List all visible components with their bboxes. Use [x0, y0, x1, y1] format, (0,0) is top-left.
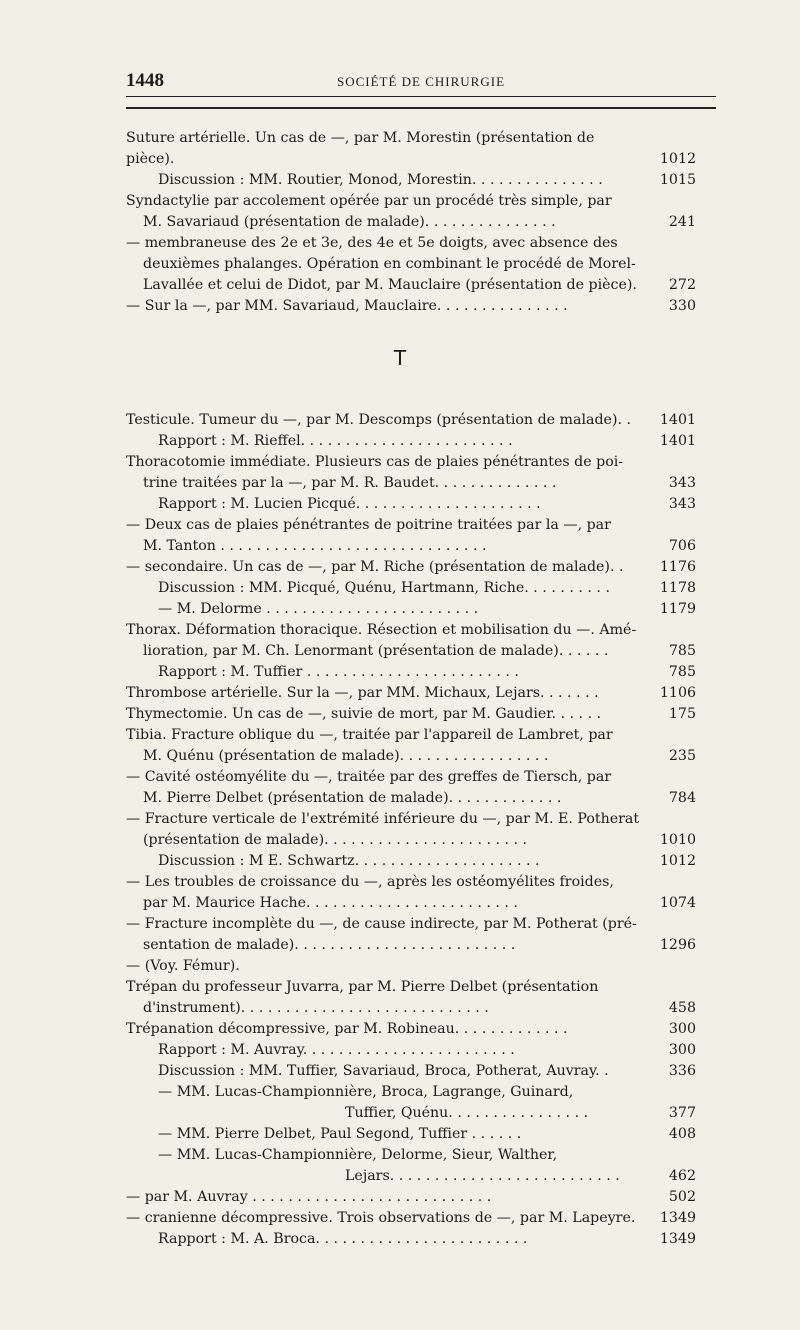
index-entry: [126, 557, 696, 578]
entry-line: sentation de malade). . . . . . . . . . . . . . . . . . . . . . . . .: [143, 937, 516, 953]
entry-page-number: 1401: [659, 412, 696, 428]
index-section-t: [126, 410, 696, 1250]
entry-line: M. Quénu (présentation de malade). . . . . . . . . . . . . . . . .: [143, 748, 549, 764]
index-entry: [126, 1061, 696, 1082]
entry-line: — Deux cas de plaies pénétrantes de poitrine traitées par la —, par: [126, 517, 611, 533]
entry-line: Thrombose artérielle. Sur la —, par MM. Michaux, Lejars. . . . . . .: [126, 685, 599, 701]
page-header: [126, 70, 716, 97]
entry-page-number: 462: [668, 1168, 696, 1184]
entry-line: Rapport : M. A. Broca. . . . . . . . . . . . . . . . . . . . . . . .: [158, 1231, 528, 1247]
entry-line: deuxièmes phalanges. Opération en combinant le procédé de Morel-: [143, 256, 636, 272]
entry-page-number: 784: [668, 790, 696, 806]
entry-page-number: 1179: [659, 601, 696, 617]
entry-line: (présentation de malade). . . . . . . . . . . . . . . . . . . . . . .: [143, 832, 528, 848]
entry-page-number: 1178: [659, 580, 696, 596]
entry-page-number: 300: [668, 1042, 696, 1058]
running-head: SOCIÉTÉ DE CHIRURGIE: [336, 74, 506, 89]
entry-line: Testicule. Tumeur du —, par M. Descomps (présentation de malade). .: [126, 412, 632, 428]
entry-page-number: 785: [668, 664, 696, 680]
index-entry: [126, 914, 696, 956]
entry-page-number: 377: [668, 1105, 696, 1121]
index-entry: [126, 956, 696, 977]
index-section-s: [126, 128, 696, 317]
entry-line: Rapport : M. Rieffel. . . . . . . . . . . . . . . . . . . . . . . .: [158, 433, 513, 449]
entry-page-number: 1106: [659, 685, 696, 701]
entry-page-number: 502: [668, 1189, 696, 1205]
entry-line: — Cavité ostéomyélite du —, traitée par des greffes de Tiersch, par: [126, 769, 612, 785]
entry-line: Trépanation décompressive, par M. Robineau. . . . . . . . . . . . .: [126, 1021, 568, 1037]
entry-page-number: 458: [668, 1000, 696, 1016]
entry-line: Discussion : MM. Tuffier, Savariaud, Broca, Potherat, Auvray. .: [158, 1063, 609, 1079]
entry-page-number: 1349: [659, 1210, 696, 1226]
entry-line: lioration, par M. Ch. Lenormant (présentation de malade). . . . . .: [143, 643, 609, 659]
index-entry: [126, 704, 696, 725]
entry-line: Discussion : M E. Schwartz. . . . . . . . . . . . . . . . . . . . .: [158, 853, 540, 869]
entry-page-number: 1176: [659, 559, 696, 575]
index-entry: [126, 515, 696, 557]
entry-line: Suture artérielle. Un cas de —, par M. Morestin (présentation de pièce).: [126, 130, 595, 167]
index-entry: [126, 452, 696, 494]
entry-page-number: 408: [668, 1126, 696, 1142]
section-letter: T: [393, 346, 407, 370]
entry-line: — membraneuse des 2e et 3e, des 4e et 5e doigts, avec absence des: [126, 235, 618, 251]
entry-page-number: 1296: [659, 937, 696, 953]
index-entry: [126, 872, 696, 914]
entry-line: Lavallée et celui de Didot, par M. Mauclaire (présentation de pièce).: [143, 277, 637, 293]
entry-line: — MM. Pierre Delbet, Paul Segond, Tuffier . . . . . .: [158, 1126, 522, 1142]
entry-page-number: 1401: [659, 433, 696, 449]
entry-line: Trépan du professeur Juvarra, par M. Pierre Delbet (présentation: [126, 979, 599, 995]
header-rule: [126, 107, 716, 109]
index-entry: [126, 431, 696, 452]
entry-line: Thoracotomie immédiate. Plusieurs cas de plaies pénétrantes de poi-: [126, 454, 624, 470]
entry-page-number: 330: [668, 298, 696, 314]
entry-page-number: 336: [668, 1063, 696, 1079]
entry-line: Syndactylie par accolement opérée par un procédé très simple, par: [126, 193, 612, 209]
entry-line: — par M. Auvray . . . . . . . . . . . . . . . . . . . . . . . . . . .: [126, 1189, 492, 1205]
index-entry: [126, 599, 696, 620]
entry-line: — (Voy. Fémur).: [126, 958, 240, 974]
entry-line: — Fracture verticale de l'extrémité inférieure du —, par M. E. Potherat: [126, 811, 640, 827]
index-entry: [126, 578, 696, 599]
index-entry: [126, 170, 696, 191]
entry-line: M. Pierre Delbet (présentation de malade). . . . . . . . . . . . .: [143, 790, 562, 806]
entry-page-number: 1015: [659, 172, 696, 188]
entry-line: Thorax. Déformation thoracique. Résection et mobilisation du —. Amé-: [126, 622, 637, 638]
index-entry: [126, 725, 696, 767]
entry-line: — Fracture incomplète du —, de cause indirecte, par M. Potherat (pré-: [126, 916, 637, 932]
entry-line: M. Tanton . . . . . . . . . . . . . . . . . . . . . . . . . . . . . .: [143, 538, 487, 554]
entry-line: — MM. Lucas-Championnière, Delorme, Sieur, Walther,: [158, 1147, 558, 1163]
entry-line: — Sur la —, par MM. Savariaud, Mauclaire. . . . . . . . . . . . . . .: [126, 298, 568, 314]
entry-line: — Les troubles de croissance du —, après les ostéomyélites froides,: [126, 874, 614, 890]
entry-page-number: 241: [668, 214, 696, 230]
entry-line: Lejars. . . . . . . . . . . . . . . . . . . . . . . . . .: [345, 1168, 620, 1184]
index-entry: [126, 1124, 696, 1145]
index-entry: [126, 191, 696, 233]
entry-page-number: 235: [668, 748, 696, 764]
index-entry: [126, 620, 696, 662]
index-entry: [126, 410, 696, 431]
index-entry: [126, 233, 696, 296]
entry-line: M. Savariaud (présentation de malade). . . . . . . . . . . . . . .: [143, 214, 556, 230]
entry-page-number: 785: [668, 643, 696, 659]
index-entry: [126, 1208, 696, 1229]
entry-page-number: 1349: [659, 1231, 696, 1247]
index-entry: [126, 1229, 696, 1250]
entry-line: — secondaire. Un cas de —, par M. Riche (présentation de malade). .: [126, 559, 624, 575]
entry-page-number: 175: [668, 706, 696, 722]
entry-line: par M. Maurice Hache. . . . . . . . . . . . . . . . . . . . . . . .: [143, 895, 518, 911]
entry-line: Discussion : MM. Routier, Monod, Morestin. . . . . . . . . . . . . . .: [158, 172, 603, 188]
index-entry: [126, 767, 696, 809]
entry-line: trine traitées par la —, par M. R. Baudet. . . . . . . . . . . . . .: [143, 475, 557, 491]
entry-page-number: 1074: [659, 895, 696, 911]
entry-line: — cranienne décompressive. Trois observations de —, par M. Lapeyre.: [126, 1210, 636, 1226]
entry-page-number: 300: [668, 1021, 696, 1037]
index-entry: [126, 662, 696, 683]
entry-line: Rapport : M. Lucien Picqué. . . . . . . . . . . . . . . . . . . . .: [158, 496, 541, 512]
entry-page-number: 706: [668, 538, 696, 554]
entry-page-number: 272: [668, 277, 696, 293]
entry-line: — MM. Lucas-Championnière, Broca, Lagrange, Guinard,: [158, 1084, 574, 1100]
index-entry: [126, 1019, 696, 1040]
entry-line: — M. Delorme . . . . . . . . . . . . . . . . . . . . . . . .: [158, 601, 479, 617]
index-entry: [126, 1040, 696, 1061]
entry-line: Thymectomie. Un cas de —, suivie de mort, par M. Gaudier. . . . . .: [126, 706, 602, 722]
entry-page-number: 1012: [659, 151, 696, 167]
index-entry: [126, 1187, 696, 1208]
entry-page-number: 1010: [659, 832, 696, 848]
page-number: 1448: [126, 70, 164, 91]
entry-line: d'instrument). . . . . . . . . . . . . . . . . . . . . . . . . . . .: [143, 1000, 489, 1016]
index-entry: [126, 683, 696, 704]
index-entry: [126, 851, 696, 872]
entry-line: Tibia. Fracture oblique du —, traitée par l'appareil de Lambret, par: [126, 727, 613, 743]
index-entry: [126, 128, 696, 170]
index-entry: [126, 977, 696, 1019]
index-entry: [126, 296, 696, 317]
entry-line: Tuffier, Quénu. . . . . . . . . . . . . . . .: [345, 1105, 589, 1121]
entry-line: Rapport : M. Auvray. . . . . . . . . . . . . . . . . . . . . . . .: [158, 1042, 515, 1058]
index-entry: [126, 1145, 696, 1187]
index-entry: [126, 1082, 696, 1124]
entry-page-number: 343: [668, 475, 696, 491]
entry-line: Discussion : MM. Picqué, Quénu, Hartmann, Riche. . . . . . . . . .: [158, 580, 610, 596]
entry-page-number: 343: [668, 496, 696, 512]
entry-page-number: 1012: [659, 853, 696, 869]
entry-line: Rapport : M. Tuffier . . . . . . . . . . . . . . . . . . . . . . . .: [158, 664, 519, 680]
index-entry: [126, 809, 696, 851]
index-entry: [126, 494, 696, 515]
